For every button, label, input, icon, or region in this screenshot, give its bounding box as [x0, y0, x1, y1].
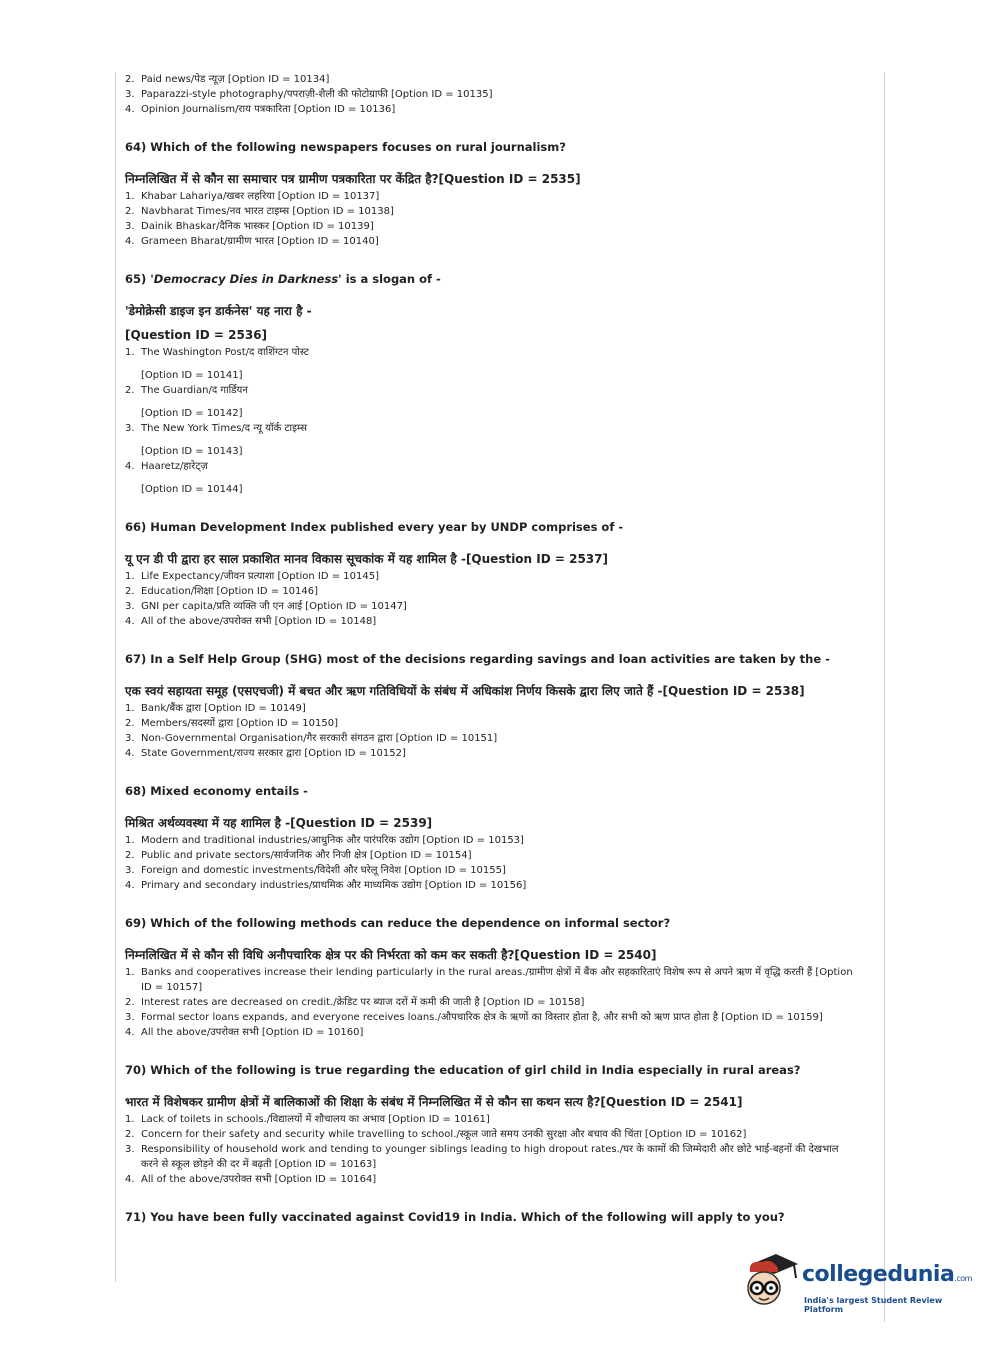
- option-row: 1. Modern and traditional industries/आधुनिक और पारंपरिक उद्योग [Option ID = 10153]: [125, 835, 524, 846]
- option-row: 4. Primary and secondary industries/प्राथमिक और माध्यमिक उद्योग [Option ID = 10156]: [125, 880, 527, 891]
- q64-options: [125, 189, 855, 249]
- option-row: 2. Navbharat Times/नव भारत टाइम्स [Option ID = 10138]: [125, 206, 394, 217]
- option-row: 1. The Washington Post/द वाशिंग्टन पोस्ट: [125, 347, 309, 358]
- question-english: 70) Which of the following is true regarding the education of girl child in India especially in rural areas?: [125, 1063, 801, 1077]
- question-hindi: भारत में विशेषकर ग्रामीण क्षेत्रों में बालिकाओं की शिक्षा के संबंध में निम्नलिखित में से कौन सा कथन सत्य है?[Question ID = 2541]: [125, 1095, 743, 1109]
- option-row: 2. Interest rates are decreased on credit./क्रेडिट पर ब्याज दरों में कमी की जाती है [Option ID = 10158]: [125, 997, 585, 1008]
- q68-options: [125, 833, 855, 893]
- option-row: 2. Members/सदस्यों द्वारा [Option ID = 10150]: [125, 718, 338, 729]
- q70-options: [125, 1112, 855, 1187]
- question-hindi: मिश्रित अर्थव्यवस्था में यह शामिल है -[Question ID = 2539]: [125, 816, 433, 830]
- question-67: [125, 651, 855, 761]
- question-68: [125, 783, 855, 893]
- option-row: 2. Public and private sectors/सार्वजनिक और निजी क्षेत्र [Option ID = 10154]: [125, 850, 472, 861]
- option-row: 4. All of the above/उपरोक्त सभी [Option ID = 10164]: [125, 1174, 377, 1185]
- option-row: 4. Grameen Bharat/ग्रामीण भारत [Option ID = 10140]: [125, 236, 379, 247]
- question-hindi: निम्नलिखित में से कौन सा समाचार पत्र ग्रामीण पत्रकारिता पर केंद्रित है?[Question ID = 2535]: [125, 172, 581, 186]
- question-english: 64) Which of the following newspapers focuses on rural journalism?: [125, 140, 566, 154]
- question-hindi: 'डेमोक्रेसी डाइज इन डार्कनेस' यह नारा है -: [125, 304, 312, 318]
- option-row: 1. Banks and cooperatives increase their lending particularly in the rural areas./ग्रामीण क्षेत्रों में बैंक और सहकारिताएं विशेष रूप से अपने ऋण में वृद्धि करती हैं [Option ID = 10157]: [125, 967, 853, 993]
- option-id: [Option ID = 10143]: [141, 446, 243, 457]
- option-row: 4. State Government/राज्य सरकार द्वारा [Option ID = 10152]: [125, 748, 406, 759]
- option-row: 1. Bank/बैंक द्वारा [Option ID = 10149]: [125, 703, 306, 714]
- mascot-icon: [742, 1250, 800, 1312]
- question-65: [125, 271, 855, 497]
- option-row: 4. All the above/उपरोक्त सभी [Option ID = 10160]: [125, 1027, 364, 1038]
- option-row: 3. The New York Times/द न्यू यॉर्क टाइम्स: [125, 423, 308, 434]
- q65-options: [125, 345, 855, 497]
- question-hindi: एक स्वयं सहायता समूह (एसएचजी) में बचत और ऋण गतिविधियों के संबंध में अधिकांश निर्णय किसके द्वारा लिए जाते हैं -[Question ID = 2538]: [125, 684, 805, 698]
- brand-name: collegedunia.com: [802, 1262, 972, 1287]
- left-border-line: [115, 72, 116, 1282]
- slogan-text: Democracy Dies in Darkness: [153, 272, 339, 286]
- question-english: 69) Which of the following methods can reduce the dependence on informal sector?: [125, 916, 671, 930]
- question-71: [125, 1209, 855, 1225]
- option-row: 1. Life Expectancy/जीवन प्रत्याशा [Option ID = 10145]: [125, 571, 380, 582]
- right-border-line: [884, 72, 885, 1322]
- question-hindi: निम्नलिखित में से कौन सी विधि अनौपचारिक क्षेत्र पर की निर्भरता को कम कर सकती है?[Question ID = 2540]: [125, 948, 657, 962]
- question-id: [Question ID = 2536]: [125, 328, 268, 342]
- option-row: 4. Haaretz/हारेट्ज़: [125, 461, 208, 472]
- question-hindi: यू एन डी पी द्वारा हर साल प्रकाशित मानव विकास सूचकांक में यह शामिल है -[Question ID = 2537]: [125, 552, 608, 566]
- option-row: 2. Paid news/पेड न्यूज़ [Option ID = 10134]: [125, 74, 330, 85]
- option-row: 4. All of the above/उपरोक्त सभी [Option ID = 10148]: [125, 616, 377, 627]
- option-row: 1. Lack of toilets in schools./विद्यालयों में शौचालय का अभाव [Option ID = 10161]: [125, 1114, 490, 1125]
- question-69: [125, 915, 855, 1040]
- option-row: 3. Foreign and domestic investments/विदेशी और घरेलू निवेश [Option ID = 10155]: [125, 865, 506, 876]
- option-row: 3. GNI per capita/प्रति व्यक्ति जी एन आई [Option ID = 10147]: [125, 601, 407, 612]
- option-row: 2. Education/शिक्षा [Option ID = 10146]: [125, 586, 319, 597]
- option-row: 3. Paparazzi-style photography/पपराज़ी-शैली की फोटोग्राफी [Option ID = 10135]: [125, 89, 493, 100]
- option-row: 3. Non-Governmental Organisation/गैर सरकारी संगठन द्वारा [Option ID = 10151]: [125, 733, 498, 744]
- option-id: [Option ID = 10144]: [141, 484, 243, 495]
- question-english: 66) Human Development Index published every year by UNDP comprises of -: [125, 520, 624, 534]
- q66-options: [125, 569, 855, 629]
- question-english: 68) Mixed economy entails -: [125, 784, 308, 798]
- collegedunia-logo: [742, 1250, 972, 1314]
- option-row: 3. Formal sector loans expands, and everyone receives loans./औपचारिक क्षेत्र के ऋणों का विस्तार होता है, और सभी को ऋण प्राप्त होता है [Option ID = 10159]: [125, 1012, 823, 1023]
- question-english: 71) You have been fully vaccinated against Covid19 in India. Which of the following will apply to you?: [125, 1210, 785, 1224]
- brand-tagline: India's largest Student Review Platform: [804, 1296, 943, 1314]
- option-row: 2. The Guardian/द गार्डियन: [125, 385, 248, 396]
- question-70: [125, 1062, 855, 1187]
- option-row: 4. Opinion Journalism/राय पत्रकारिता [Option ID = 10136]: [125, 104, 396, 115]
- option-row: 2. Concern for their safety and security while travelling to school./स्कूल जाते समय उनकी सुरक्षा और बचाव की चिंता [Option ID = 10162]: [125, 1129, 747, 1140]
- question-english: 67) In a Self Help Group (SHG) most of the decisions regarding savings and loan activities are taken by the -: [125, 652, 830, 666]
- option-row: 1. Khabar Lahariya/खबर लहरिया [Option ID = 10137]: [125, 191, 380, 202]
- option-row: 3. Responsibility of household work and tending to younger siblings leading to high dropout rates./घर के कामों की जिम्मेदारी और छोटे भाई-बहनों की देखभाल करने से स्कूल छोड़ने की दर में बढ़ती [Option ID = 10163]: [125, 1144, 839, 1170]
- option-id: [Option ID = 10141]: [141, 370, 243, 381]
- q67-options: [125, 701, 855, 761]
- question-english: 65) 'Democracy Dies in Darkness' is a slogan of -: [125, 272, 441, 286]
- question-66: [125, 519, 855, 629]
- question-64: [125, 139, 855, 249]
- q69-options: [125, 965, 855, 1040]
- question-paper-content: [125, 72, 855, 1241]
- option-id: [Option ID = 10142]: [141, 408, 243, 419]
- option-row: 3. Dainik Bhaskar/दैनिक भास्कर [Option ID = 10139]: [125, 221, 374, 232]
- q63-options: [125, 72, 855, 117]
